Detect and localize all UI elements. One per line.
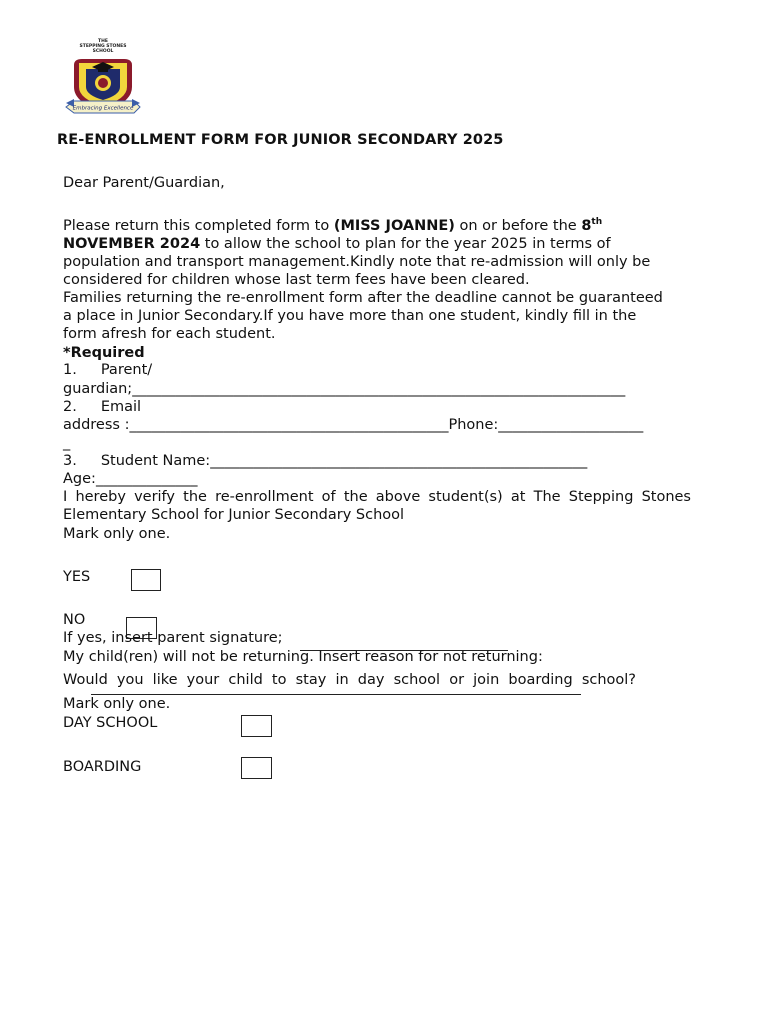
svg-text:SCHOOL: SCHOOL <box>92 49 114 54</box>
deadline-note-line-2: a place in Junior Secondary.If you have more than one student, kindly fill in the <box>63 308 637 324</box>
age-line: Age:______________ <box>63 471 198 487</box>
yes-label: YES <box>63 569 91 585</box>
school-logo <box>64 37 142 119</box>
parent-guardian-blank: ____________________________________________________________________ <box>132 381 626 397</box>
yes-checkbox[interactable] <box>131 569 161 591</box>
email-phone-line: address :____________________________________________Phone:____________________ <box>63 417 644 433</box>
return-contact-name: (MISS JOANNE) <box>333 218 455 234</box>
student-name-line: 3. Student Name:____________________________________________________ <box>63 453 588 469</box>
student-name-field[interactable]: ____________________________________________________ <box>210 453 588 469</box>
deadline-note-line-1: Families returning the re-enrollment form after the deadline cannot be guaranteed <box>63 290 663 306</box>
phone-field[interactable]: ____________________ <box>498 417 644 433</box>
instruction-line-4: considered for children whose last term fees have been cleared. <box>63 272 530 288</box>
instruction-line-3: population and transport management.Kindly note that re-admission will only be <box>63 254 651 270</box>
phone-wrap: _ <box>63 435 71 451</box>
deadline-day: 8 <box>581 218 592 234</box>
no-label: NO <box>63 612 86 628</box>
mark-only-one-label-2: Mark only one. <box>63 696 171 712</box>
svg-text:STEPPING STONES: STEPPING STONES <box>79 44 127 49</box>
boarding-label: BOARDING <box>63 759 142 775</box>
day-or-boarding-question: Would you like your child to stay in day school or join boarding school? <box>63 672 636 688</box>
age-field[interactable]: ______________ <box>95 471 198 487</box>
deadline-month: NOVEMBER 2024 <box>63 236 201 252</box>
q2-label-line: 2. Email <box>63 399 142 415</box>
q1-label-line: 1. Parent/ <box>63 362 153 378</box>
verify-line-2: Elementary School for Junior Secondary School <box>63 507 405 523</box>
svg-text:THE: THE <box>98 39 108 44</box>
email-field[interactable]: ____________________________________________ <box>129 417 449 433</box>
mark-only-one-label: Mark only one. <box>63 526 171 542</box>
form-title: RE-ENROLLMENT FORM FOR JUNIOR SECONDARY 2025 <box>57 132 504 148</box>
svg-text:Embracing Excellence: Embracing Excellence <box>72 105 134 112</box>
parent-guardian-field[interactable]: guardian;____________________________________________________________________ <box>63 381 626 397</box>
greeting: Dear Parent/Guardian, <box>63 175 225 191</box>
day-school-checkbox[interactable] <box>241 715 272 737</box>
parent-signature-label: If yes, insert parent signature; <box>63 630 283 646</box>
day-school-label: DAY SCHOOL <box>63 715 158 731</box>
boarding-checkbox[interactable] <box>241 757 272 779</box>
required-label: *Required <box>63 345 145 361</box>
instruction-line-2: NOVEMBER 2024 to allow the school to plan for the year 2025 in terms of <box>63 236 611 252</box>
verify-line-1: I hereby verify the re-enrollment of the above student(s) at The Stepping Stones <box>63 489 691 505</box>
school-crest-icon <box>64 37 142 119</box>
not-returning-label: My child(ren) will not be returning. Insert reason for not returning: <box>63 649 543 665</box>
deadline-note-line-3: form afresh for each student. <box>63 326 276 342</box>
instruction-line-1: Please return this completed form to (MISS JOANNE) on or before the 8th <box>63 217 603 234</box>
